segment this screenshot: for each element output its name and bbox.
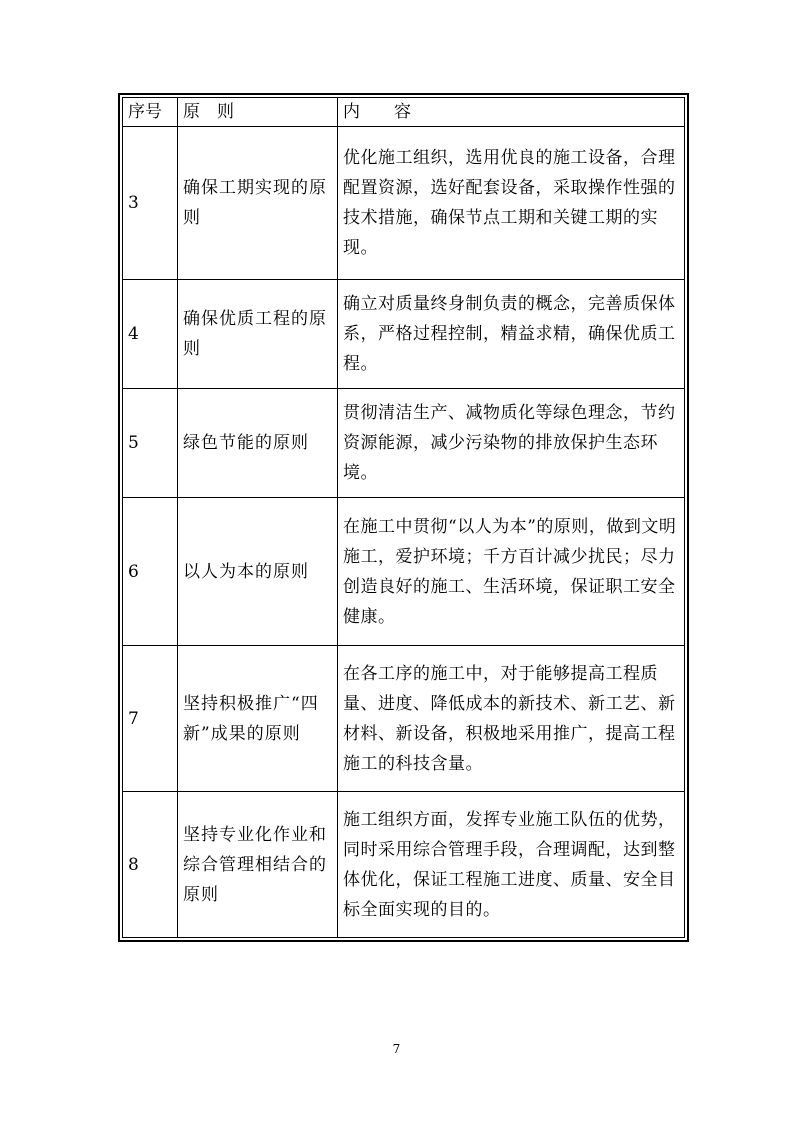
row-principle: 以人为本的原则	[178, 498, 338, 646]
row-number: 6	[123, 498, 178, 646]
row-principle: 坚持专业化作业和综合管理相结合的原则	[178, 792, 338, 938]
row-number: 4	[123, 279, 178, 388]
table-row	[123, 498, 685, 646]
row-principle: 坚持积极推广“四新”成果的原则	[178, 646, 338, 792]
row-number: 8	[123, 792, 178, 938]
row-content: 贯彻清洁生产、减物质化等绿色理念，节约资源能源，减少污染物的排放保护生态环境。	[338, 388, 685, 498]
row-principle: 绿色节能的原则	[178, 388, 338, 498]
table-row	[123, 792, 685, 938]
row-number: 3	[123, 127, 178, 280]
header-number: 序号	[123, 98, 178, 127]
row-principle: 确保优质工程的原则	[178, 279, 338, 388]
row-number: 7	[123, 646, 178, 792]
row-content: 施工组织方面，发挥专业施工队伍的优势，同时采用综合管理手段，合理调配，达到整体优化，保证工程施工进度、质量、安全目标全面实现的目的。	[338, 792, 685, 938]
page-number: 7	[392, 1042, 401, 1056]
table-row	[123, 646, 685, 792]
row-content: 在各工序的施工中，对于能够提高工程质量、进度、降低成本的新技术、新工艺、新材料、新设备，积极地采用推广，提高工程施工的科技含量。	[338, 646, 685, 792]
header-principle: 原 则	[178, 98, 338, 127]
table-row	[123, 279, 685, 388]
table-row	[123, 127, 685, 280]
row-principle: 确保工期实现的原则	[178, 127, 338, 280]
row-number: 5	[123, 388, 178, 498]
header-content: 内 容	[338, 98, 685, 127]
row-content: 优化施工组织，选用优良的施工设备，合理配置资源，选好配套设备，采取操作性强的技术措施，确保节点工期和关键工期的实现。	[338, 127, 685, 280]
row-content: 确立对质量终身制负责的概念，完善质保体系，严格过程控制，精益求精，确保优质工程。	[338, 279, 685, 388]
row-content: 在施工中贯彻“以人为本”的原则，做到文明施工，爱护环境；千方百计减少扰民；尽力创造良好的施工、生活环境，保证职工安全健康。	[338, 498, 685, 646]
table-row	[123, 388, 685, 498]
table-header-row	[123, 98, 685, 127]
principles-table-frame	[118, 93, 689, 942]
principles-table	[122, 97, 685, 938]
